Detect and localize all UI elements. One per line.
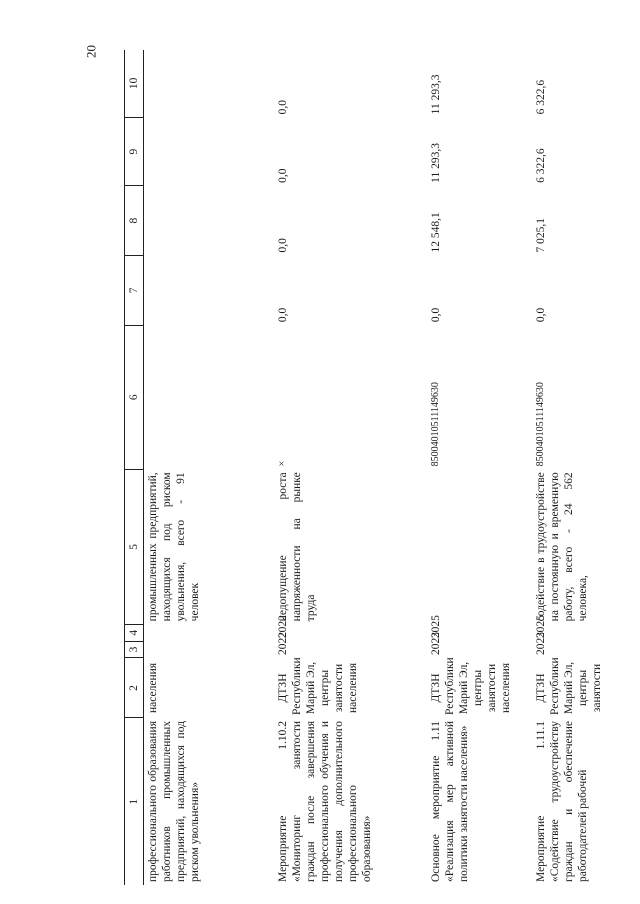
result-cell: недопущение роста напряженности на рынке труда bbox=[277, 472, 317, 622]
value-cell: 0,0 bbox=[277, 307, 289, 323]
column-header: 1 bbox=[125, 718, 144, 885]
value-cell: 7 025,1 bbox=[535, 217, 547, 253]
value-cell: 11 293,3 bbox=[430, 142, 442, 183]
executor-cell: населения bbox=[147, 662, 159, 713]
value-cell: 12 548,1 bbox=[430, 212, 442, 253]
value-cell: 0,0 bbox=[277, 168, 289, 183]
page-number: 20 bbox=[83, 45, 99, 58]
measure-name-cell: профессионального образования работников промышленных предприятий, находящихся под риском увольнения» bbox=[147, 721, 201, 882]
start-year-cell bbox=[144, 641, 275, 658]
rotated-table-page bbox=[124, 50, 624, 885]
column-header: 5 bbox=[125, 469, 144, 624]
budget-code-cell: × bbox=[277, 460, 288, 467]
table-row bbox=[274, 50, 427, 885]
measure-name-cell: Мероприятие 1.11.1 «Содействие трудоустройству граждан и обеспечение работодателей рабочей bbox=[535, 721, 589, 882]
budget-code-cell: 85004010511149630 bbox=[535, 382, 546, 467]
value-cell bbox=[144, 255, 275, 325]
result-cell: промышленных предприятий, находящихся под риском увольнения, всего - 91 человек bbox=[147, 472, 201, 622]
column-header: 8 bbox=[125, 186, 144, 256]
column-header: 9 bbox=[125, 117, 144, 185]
value-cell: 0,0 bbox=[430, 307, 442, 323]
column-header: 7 bbox=[125, 255, 144, 325]
value-cell: 0,0 bbox=[535, 307, 547, 323]
column-header: 3 bbox=[125, 641, 144, 658]
measure-name-cell: Основное мероприятие 1.11 «Реализация мер активной политики занятости населения» bbox=[430, 721, 470, 882]
executor-cell: ДТЗН Республики Марий Эл, центры занятости населения bbox=[277, 657, 359, 715]
result-cell bbox=[427, 469, 532, 624]
value-cell bbox=[144, 50, 275, 117]
table-row bbox=[427, 50, 532, 885]
column-header: 6 bbox=[125, 325, 144, 469]
value-cell bbox=[144, 186, 275, 256]
column-header: 2 bbox=[125, 658, 144, 718]
start-year-cell: 2023 bbox=[535, 631, 547, 655]
end-year-cell bbox=[144, 624, 275, 641]
value-cell: 6 322,6 bbox=[535, 148, 547, 183]
end-year-cell: 2025 bbox=[430, 615, 442, 639]
value-cell bbox=[144, 117, 275, 185]
value-cell: 0,0 bbox=[277, 99, 289, 115]
program-measures-table bbox=[124, 50, 640, 885]
end-year-cell: 2022 bbox=[277, 615, 289, 639]
executor-cell: ДТЗН Республики Марий Эл, центры занятости bbox=[535, 657, 603, 715]
result-cell: содействие в трудоустройстве на постоянную и временную работу, всего - 24 562 человека, bbox=[535, 472, 589, 622]
measure-name-cell: Мероприятие 1.10.2 «Мониторинг занятости граждан после завершения профессионального обучения и получения дополнительного профессионального образования» bbox=[277, 721, 373, 882]
value-cell: 11 293,3 bbox=[430, 74, 442, 115]
value-cell: 6 322,6 bbox=[535, 79, 547, 115]
executor-cell: ДТЗН Республики Марий Эл, центры занятости населения bbox=[430, 657, 512, 715]
start-year-cell: 2023 bbox=[430, 631, 442, 655]
end-year-cell: 2025 bbox=[535, 615, 547, 639]
column-header: 4 bbox=[125, 624, 144, 641]
header-row bbox=[125, 50, 144, 885]
table-row bbox=[532, 50, 640, 885]
start-year-cell: 2022 bbox=[277, 631, 289, 655]
value-cell: 0,0 bbox=[277, 238, 289, 253]
budget-code-cell bbox=[144, 325, 275, 469]
table-row bbox=[144, 50, 275, 885]
column-header: 10 bbox=[125, 50, 144, 117]
budget-code-cell: 85004010511149630 bbox=[430, 382, 441, 467]
